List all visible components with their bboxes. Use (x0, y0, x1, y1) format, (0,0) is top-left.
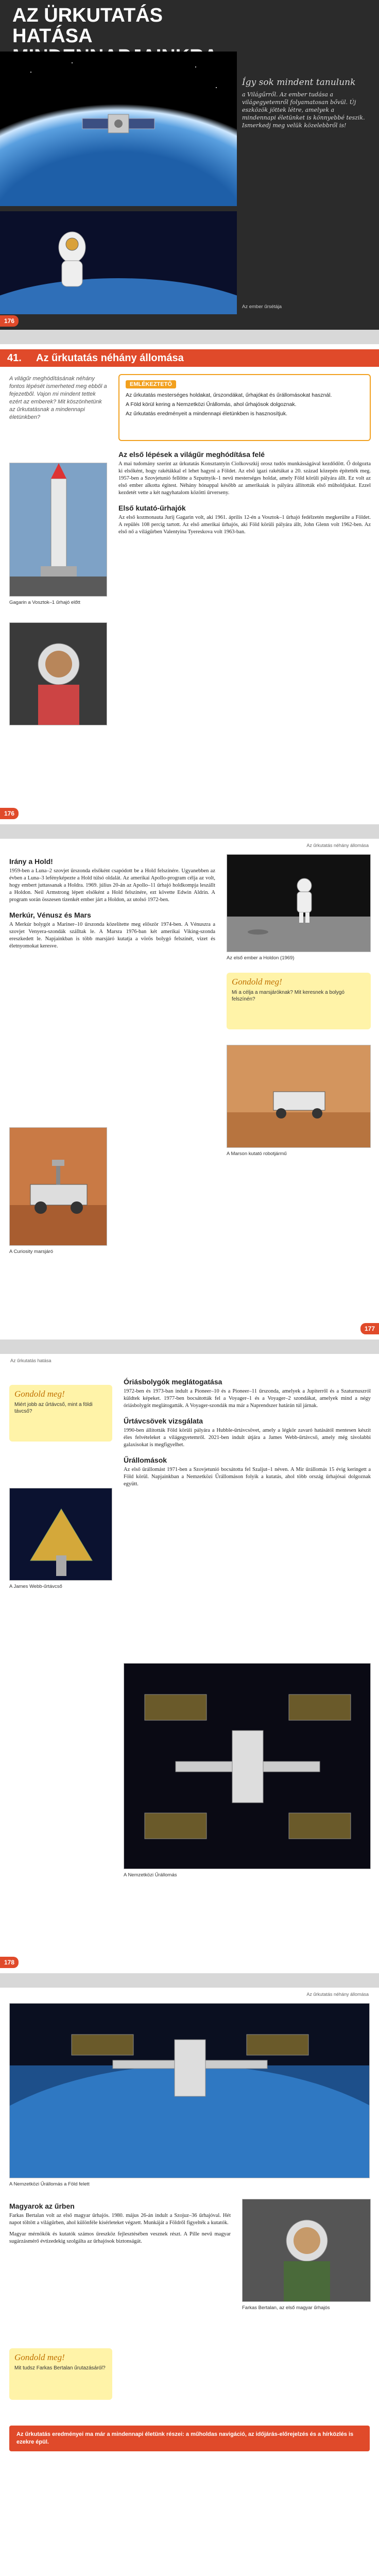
planets-gondold-box (9, 1385, 112, 1442)
hungarians-running-head: Az űrkutatás néhány állomása (306, 1992, 369, 1997)
lesson-col-right (118, 447, 371, 536)
moon-running-head: Az űrkutatás néhány állomása (306, 843, 369, 848)
rover-image (227, 1045, 371, 1148)
hungarians-title: Magyarok az űrben (9, 2202, 75, 2210)
emlekezteto-item-2: A Föld körül kering a Nemzetközi Űrállomás, ahol űrhajósok dolgoznak. (126, 401, 297, 408)
emlekezteto-item-1: Az űrkutatás mesterséges holdakat, űrszondákat, űrhajókat és űrállomásokat használ. (126, 392, 332, 398)
giant-planets-text: 1972-ben és 1973-ban indult a Pioneer–10 és a Pioneer–11 űrszonda, amelyek a Jupiterről és a Szaturnuszról küldtek képeket. 1977-ben bocsátották fel a Voyager–1 és a Voyager–2 szondákat, amelyek mind a négy óriásbolygót meglátogatták. A Voyager-szondák ma már a Naprendszer határán túl járnak. (124, 1388, 371, 1409)
iss-over-earth-image (10, 2004, 370, 2178)
rocket-photo (9, 463, 107, 597)
moon-page-number: 177 (360, 1323, 379, 1334)
moon-gondold-title: Gondold meg! (232, 977, 282, 987)
lesson-title: Az űrkutatás néhány állomása (36, 352, 184, 364)
planets-gondold-title: Gondold meg! (14, 1389, 65, 1399)
section2-title: Első kutató-űrhajók (118, 504, 186, 512)
cover-page (0, 0, 379, 330)
hungarians-banner (9, 2426, 370, 2451)
planets-section-title: Merkúr, Vénusz és Mars (9, 911, 91, 919)
satellite-over-earth-image (0, 52, 237, 206)
planets-running-head: Az űrkutatás hatása (10, 1358, 51, 1363)
section1-title: Az első lépések a világűr meghódítása felé (118, 450, 265, 459)
moon-col-left (9, 854, 215, 950)
cover-page-number: 176 (0, 315, 19, 327)
lesson-number: 41. (7, 352, 22, 364)
iss-earth-photo (9, 2003, 370, 2178)
planets-page (0, 1354, 379, 1973)
iss-caption: A Nemzetközi Űrállomás (124, 1872, 177, 1878)
cover-title-line1: AZ ÜRKUTATÁS (12, 5, 163, 26)
planets-text: A Merkúr bolygót a Mariner–10 űrszonda közelítette meg először 1974-ben. A Vénuszra a szovjet Venyera-szondák szálltak le. A Marsra 1976-ban két amerikai Viking-szonda ereszkedett le. Napjainkban is több marsjáró kutatja a vörös bolygó felszínét, vizet és életnyomokat keresve. (9, 922, 215, 949)
rover-photo (227, 1045, 371, 1148)
page-gap-2 (0, 824, 379, 839)
telescope-image (10, 1488, 112, 1581)
moon-gondold-text: Mi a célja a marsjáróknak? Mit keresnek a bolygó felszínén? (232, 990, 344, 1002)
farkas-photo (242, 2199, 371, 2302)
planets-col-right (124, 1375, 371, 1488)
moon-landing-image (227, 855, 371, 952)
cover-caption-2: Az ember űrsétája (242, 304, 282, 310)
cover-space-photo (0, 52, 237, 206)
lesson-page-1 (0, 344, 379, 824)
cover-astronaut-photo (0, 211, 237, 314)
moon-caption: Az első ember a Holdon (1969) (227, 955, 295, 961)
page-gap-1 (0, 330, 379, 344)
hungarians-text-2: Magyar mérnökök és kutatók számos űreszköz fejlesztésében vesznek részt. A Pille nevű magyar sugárzásmérő évtizedekig szolgálta az űrhajósok biztonságát. (9, 2231, 231, 2244)
telescope-photo (9, 1488, 112, 1581)
emlekezteto-label: EMLÉKEZTETŐ (126, 380, 176, 388)
emlekezteto-item-3: Az űrkutatás eredményeit a mindennapi életünkben is hasznosítjuk. (126, 411, 288, 417)
hungarians-gondold-text: Mit tudsz Farkas Bertalan űrutazásáról? (14, 2365, 106, 2371)
section2-text: Az első kozmonauta Jurij Gagarin volt, aki 1961. április 12-én a Vosztok–1 űrhajó fedélzetén megkerülte a Földet. A repülés 108 percig tartott. Az első amerikai űrhajós, aki Föld körüli pályára állt, John Glenn volt 1962-ben. Az első nő a világűrben Valentyina Tyereskova volt 1963-ban. (118, 515, 371, 535)
lesson-intro: A világűr meghódításának néhány fontos lépését ismerheted meg ebből a fejezetből. Vajon mi mindent tettek ezért az emberek? Mit köszönhetünk az űrkutatásnak a mindennapi életünkben? (9, 376, 107, 420)
iss-photo (124, 1663, 371, 1869)
telescope-title: Űrtávcsövek vizsgálata (124, 1417, 203, 1425)
page-gap-4 (0, 1973, 379, 1988)
giant-planets-title: Óriásbolygók meglátogatása (124, 1378, 222, 1386)
mars-rover-image (10, 1128, 107, 1246)
gagarin-photo (9, 622, 107, 725)
telescope-caption: A James Webb-űrtávcső (9, 1584, 62, 1589)
moon-text: 1959-ben a Luna–2 szovjet űrszonda elsőként csapódott be a Hold felszínére. Ugyanebben az évben a Luna–3 lefényképezte a Hold túlsó oldalát. Az amerikai Apollo-program célja az volt, hogy embert juttassanak a Holdra. 1969. július 20-án az Apollo–11 űrhajó holdkompja leszállt a Holdon. Neil Armstrong lépett elsőként a Hold felszínére, ezt követte Edwin Aldrin. A program során összesen tizenkét ember járt a Holdon, az utolsó 1972-ben. (9, 868, 215, 903)
hungarians-col-left (9, 2199, 231, 2245)
moon-page (0, 839, 379, 1340)
section1-text: A mai tudomány szerint az űrkutatás Konsztantyin Ciolkovszkij orosz tudós munkásságával kezdődött. Ő dolgozta ki elsőként, hogy rakétákkal el lehet hagyni a Földet. Az első igazi rakétákat a 20. század közepén építették meg. 1957-ben a Szovjetunió fellőtte a Szputnyik–1 nevű mesterséges holdat, amely Föld körüli pályára állt. Ez volt az első ember alkotta égitest. Néhány hónappal később az amerikaiak is pályára állították első műholdjukat. Ezzel kezdetét vette a két nagyhatalom közötti űrverseny. (118, 461, 371, 496)
planets-gondold-text: Miért jobb az űrtávcső, mint a földi távcső? (14, 1402, 93, 1414)
emlekezteto-box (118, 374, 371, 441)
page-gap-3 (0, 1340, 379, 1354)
hungarians-gondold-box (9, 2348, 112, 2400)
cover-note-title: Így sok mindent tanulunk (242, 77, 356, 88)
lesson-page-number: 176 (0, 808, 19, 819)
lesson-header-bar (0, 349, 379, 367)
moon-gondold-box (227, 973, 371, 1029)
hungarians-text: Farkas Bertalan volt az első magyar űrhajós. 1980. május 26-án indult a Szojuz–36 űrhajóval. Hét napot töltött a világűrben, ahol különféle kísérleteket végzett. Munkáját a Földről figyelték a kutatók. (9, 2213, 231, 2226)
planets-page-number: 178 (0, 1957, 19, 1968)
farkas-image (243, 2199, 371, 2302)
cosmonaut-image (10, 623, 107, 725)
hungarians-gondold-title: Gondold meg! (14, 2352, 65, 2362)
farkas-caption: Farkas Bertalan, az első magyar űrhajós (242, 2305, 330, 2311)
moon-section-title: Irány a Hold! (9, 857, 53, 866)
mars-photo (9, 1127, 107, 1246)
iss-earth-caption: A Nemzetközi Űrállomás a Föld felett (9, 2181, 90, 2187)
cover-title-line2: HATÁSA (12, 25, 92, 47)
mars-caption: A Curiosity marsjáró (9, 1249, 53, 1255)
rocket-caption: Gagarin a Vosztok–1 űrhajó előtt (9, 600, 80, 605)
stations-text: Az első űrállomást 1971-ben a Szovjetunió bocsátotta fel Szaljut–1 néven. A Mir űrállomás 15 évig keringett a Föld körül. Napjainkban a Nemzetközi Űrállomáson folyik a kutatás, ahol több ország űrhajósai dolgoznak együtt. (124, 1467, 371, 1487)
iss-image (124, 1664, 371, 1869)
cover-note-text: a Világűrről. Az ember tudása a világegyetemről folyamatosan bővül. Új eszközök jöttek létre, amelyek a mindennapi életünket is könnyebbé teszik. Ismerkedj meg velük közelebbről is! (242, 91, 365, 129)
telescope-text: 1990-ben állították Föld körüli pályára a Hubble-űrtávcsövet, amely a légkör zavaró hatásától mentesen készít éles felvételeket a világegyetemről. 2021-ben indult útjára a James Webb-űrtávcső, amely még távolabbi galaxisokat is megfigyelhet. (124, 1428, 371, 1448)
moon-landing-photo (227, 854, 371, 952)
cover-note (242, 77, 366, 185)
rover-caption: A Marson kutató robotjármű (227, 1151, 287, 1157)
rocket-image (10, 463, 107, 597)
astronaut-spacewalk-image (0, 211, 237, 314)
hungarians-banner-text: Az űrkutatás eredményei ma már a mindennapi életünk részei: a műholdas navigáció, az időjárás-előrejelzés és a hírközlés is ezekre épül. (16, 2431, 354, 2445)
stations-title: Űrállomások (124, 1456, 167, 1464)
hungarians-page (0, 1988, 379, 2576)
